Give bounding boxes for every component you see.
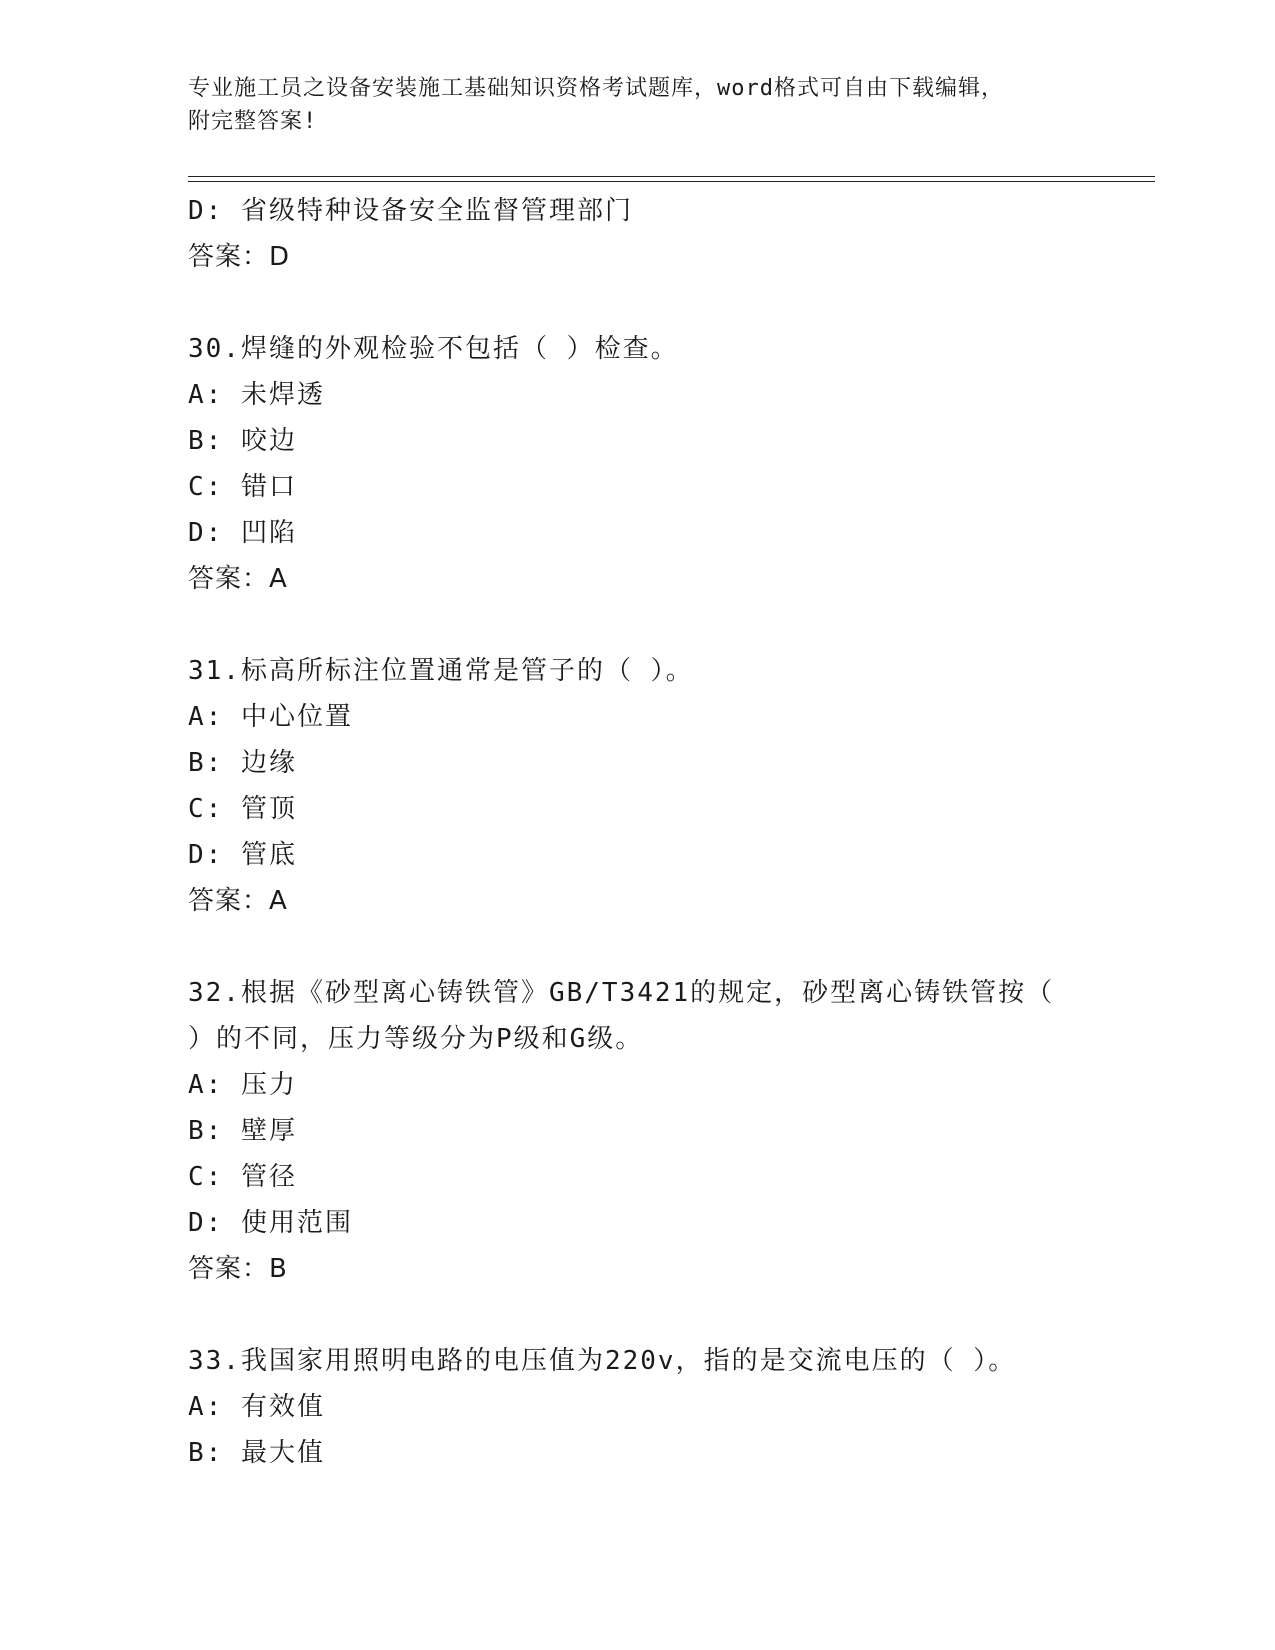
option-a: A: 有效值 — [188, 1392, 325, 1422]
question-stem: 30.焊缝的外观检验不包括（ ）检查。 — [188, 334, 679, 364]
question-30 — [188, 326, 1088, 602]
option-b: B: 壁厚 — [188, 1116, 297, 1146]
header-rule-bottom — [188, 181, 1155, 182]
spacer — [188, 602, 1088, 648]
spacer — [188, 1292, 1088, 1338]
option-d: D: 凹陷 — [188, 518, 297, 548]
answer-text: 答案：A — [188, 564, 288, 594]
answer-text: 答案：A — [188, 886, 288, 916]
option-a: A: 压力 — [188, 1070, 297, 1100]
question-stem: 33.我国家用照明电路的电压值为220v，指的是交流电压的（ ）。 — [188, 1346, 1017, 1376]
option-d: D: 省级特种设备安全监督管理部门 — [188, 196, 633, 226]
document-header — [188, 72, 1068, 138]
answer-text: 答案：B — [188, 1254, 288, 1284]
option-b: B: 边缘 — [188, 748, 297, 778]
question-list — [188, 188, 1088, 1476]
question-31 — [188, 648, 1088, 924]
question-stem-line-1: 32.根据《砂型离心铸铁管》GB/T3421的规定，砂型离心铸铁管按（ — [188, 978, 1055, 1008]
question-33 — [188, 1338, 1088, 1476]
option-b: B: 最大值 — [188, 1438, 325, 1468]
option-c: C: 管径 — [188, 1162, 297, 1192]
option-c: C: 管顶 — [188, 794, 297, 824]
question-stem-line-2: ）的不同，压力等级分为P级和G级。 — [188, 1024, 644, 1054]
option-b: B: 咬边 — [188, 426, 297, 456]
question-32 — [188, 970, 1088, 1292]
option-d: D: 管底 — [188, 840, 297, 870]
question-29-tail — [188, 188, 1088, 280]
option-d: D: 使用范围 — [188, 1208, 353, 1238]
spacer — [188, 924, 1088, 970]
option-a: A: 中心位置 — [188, 702, 353, 732]
answer-text: 答案：D — [188, 242, 291, 272]
header-line-1: 专业施工员之设备安装施工基础知识资格考试题库，word格式可自由下载编辑， — [188, 76, 1004, 101]
option-a: A: 未焊透 — [188, 380, 325, 410]
question-stem: 31.标高所标注位置通常是管子的（ ）。 — [188, 656, 694, 686]
spacer — [188, 280, 1088, 326]
header-line-2: 附完整答案! — [188, 109, 318, 134]
option-c: C: 错口 — [188, 472, 297, 502]
header-rule-top — [188, 176, 1155, 177]
